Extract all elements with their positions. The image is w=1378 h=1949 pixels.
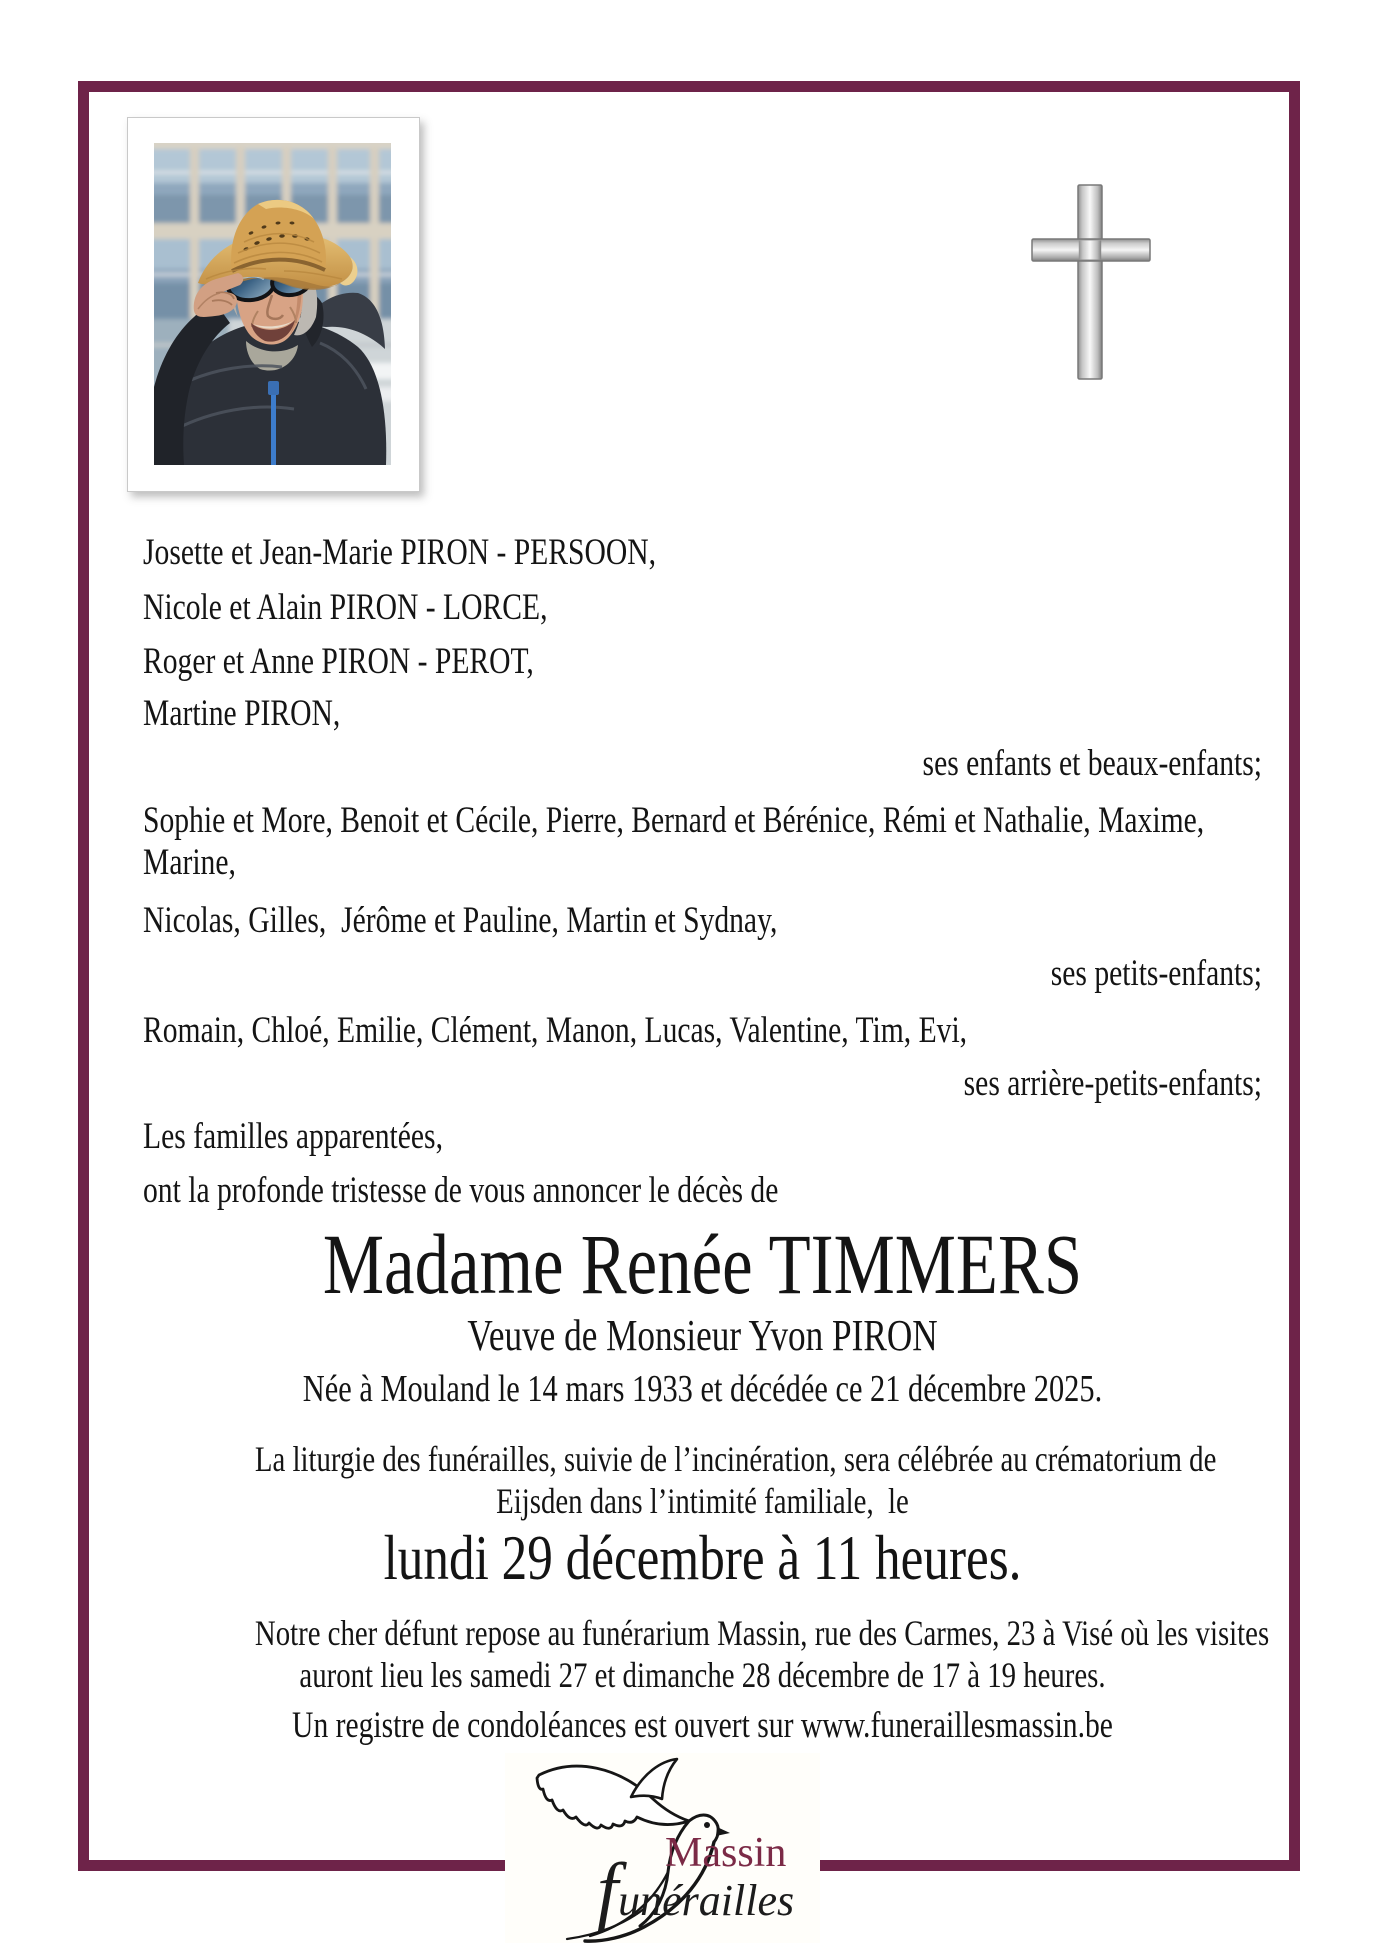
repose-line-1: Notre cher défunt repose au funérarium Massin, rue des Carmes, 23 à Visé où les visites: [254, 1613, 1270, 1653]
repose-line-2: auront lieu les samedi 27 et dimanche 28 décembre de 17 à 19 heures.: [299, 1655, 1106, 1695]
life-dates-line: Née à Mouland le 14 mars 1933 et décédée ce 21 décembre 2025.: [302, 1368, 1103, 1410]
latin-cross-icon: [1030, 183, 1152, 381]
family-line: Romain, Chloé, Emilie, Clément, Manon, Lucas, Valentine, Tim, Evi,: [143, 1010, 968, 1051]
family-line: Nicole et Alain PIRON - LORCE,: [143, 587, 548, 628]
deceased-name: Madame Renée TIMMERS: [322, 1216, 1083, 1312]
portrait-photo: [154, 143, 391, 465]
family-line: Marine,: [143, 842, 236, 883]
ceremony-line-1: La liturgie des funérailles, suivie de l’incinération, sera célébrée au crématorium de: [254, 1439, 1217, 1479]
relation-line: ses arrière-petits-enfants;: [963, 1063, 1262, 1104]
family-line: Martine PIRON,: [143, 693, 341, 734]
ceremony-datetime: lundi 29 décembre à 11 heures.: [383, 1522, 1022, 1593]
widow-line: Veuve de Monsieur Yvon PIRON: [467, 1311, 938, 1360]
relation-line: ses enfants et beaux-enfants;: [922, 743, 1262, 784]
ceremony-line-2: Eijsden dans l’intimité familiale, le: [496, 1481, 909, 1521]
condolence-register-line: Un registre de condoléances est ouvert sur www.funeraillesmassin.be: [292, 1705, 1113, 1746]
portrait-illustration: [154, 143, 391, 465]
funeral-home-logo: [505, 1753, 820, 1943]
family-line: Josette et Jean-Marie PIRON - PERSOON,: [143, 532, 656, 573]
logo-subtitle-rest: unérailles: [618, 1876, 795, 1925]
logo-subtitle-initial: f: [597, 1848, 619, 1932]
logo-brand-name: Massin: [665, 1830, 787, 1876]
family-line: Nicolas, Gilles, Jérôme et Pauline, Martin et Sydnay,: [143, 900, 778, 941]
family-line: Les familles apparentées,: [143, 1116, 443, 1157]
family-line: Sophie et More, Benoit et Cécile, Pierre, Bernard et Bérénice, Rémi et Nathalie, Maxime,: [143, 800, 1205, 841]
announcement-line: ont la profonde tristesse de vous annoncer le décès de: [143, 1170, 779, 1211]
family-line: Roger et Anne PIRON - PEROT,: [143, 641, 534, 682]
relation-line: ses petits-enfants;: [1050, 953, 1262, 994]
memorial-photo-box: [127, 117, 420, 492]
